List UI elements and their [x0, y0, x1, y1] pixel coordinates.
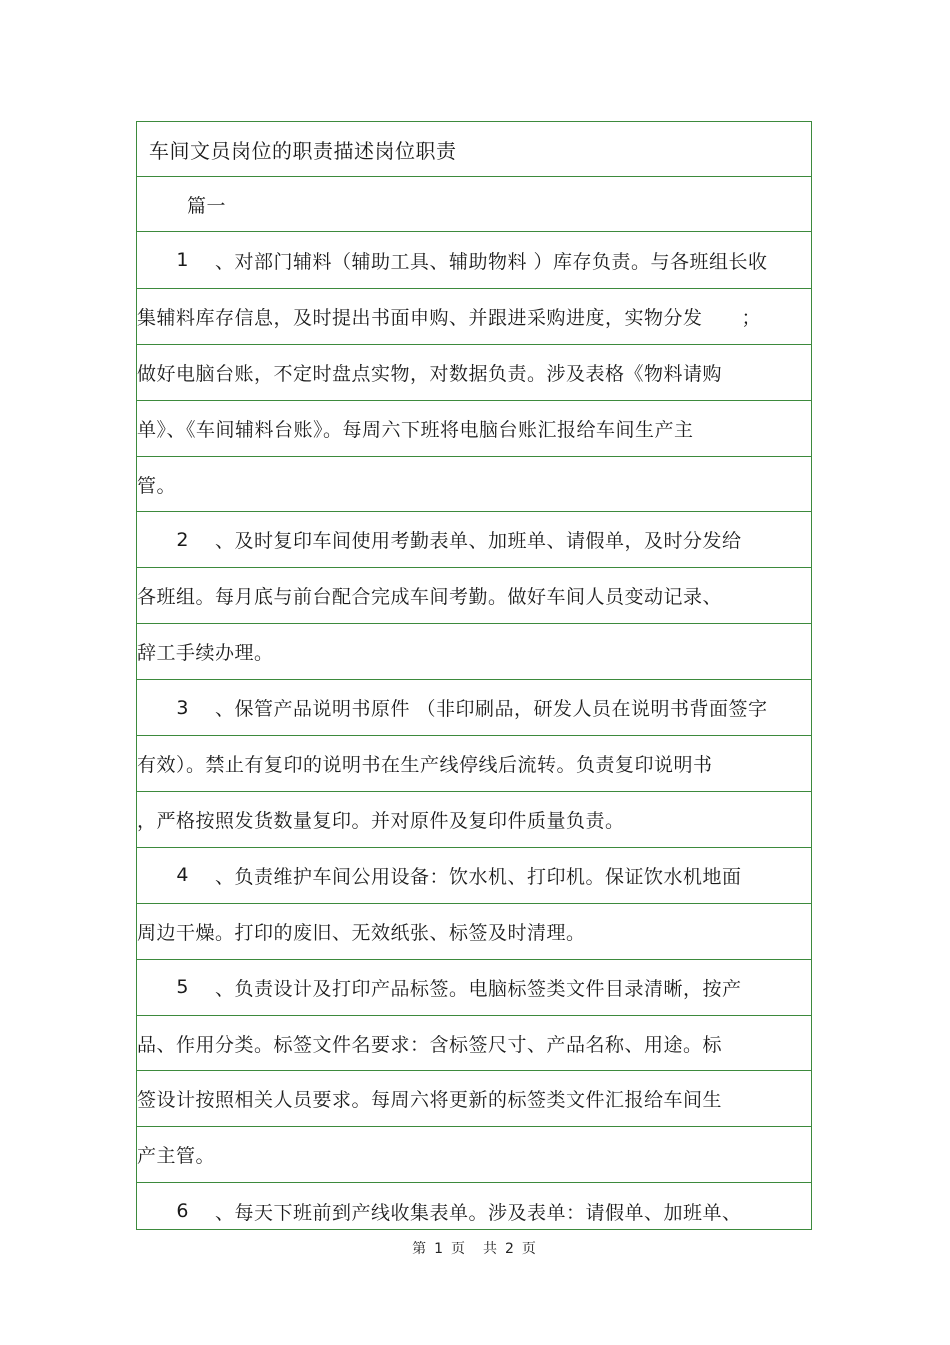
section-heading: 篇一 — [137, 177, 811, 232]
document-line — [137, 1183, 811, 1239]
document-line — [137, 289, 811, 345]
line-text: 、每天下班前到产线收集表单。涉及表单：请假单、加班单、 — [215, 1201, 742, 1224]
line-text: 单》、《车间辅料台账》。每周六下班将电脑台账汇报给车间生产主 — [137, 418, 694, 441]
line-text: 产主管。 — [137, 1145, 216, 1168]
line-text: 品、作用分类。标签文件名要求：含标签尺寸、产品名称、用途。标 — [137, 1033, 723, 1056]
line-text: 、保管产品说明书原件 （非印刷品，研发人员在说明书背面签字 — [215, 698, 768, 721]
footer-suffix: 页 — [521, 1241, 538, 1257]
document-line — [137, 345, 811, 401]
line-text: 、负责维护车间公用设备：饮水机、打印机。保证饮水机地面 — [215, 865, 742, 888]
document-title: 车间文员岗位的职责描述岗位职责 — [137, 122, 811, 177]
item-number: 2 — [176, 528, 189, 551]
document-line — [137, 513, 811, 569]
footer-page-number: 1 — [434, 1241, 445, 1257]
line-text: 各班组。每月底与前台配合完成车间考勤。做好车间人员变动记录、 — [137, 586, 723, 609]
document-line — [137, 904, 811, 960]
line-text: 辞工手续办理。 — [137, 642, 274, 665]
document-line — [137, 680, 811, 736]
document-line — [137, 624, 811, 680]
line-text: 、及时复印车间使用考勤表单、加班单、请假单，及时分发给 — [215, 530, 742, 553]
line-text: 签设计按照相关人员要求。每周六将更新的标签类文件汇报给车间生 — [137, 1089, 723, 1112]
document-line — [137, 736, 811, 792]
document-line — [137, 233, 811, 289]
document-table — [136, 121, 812, 1230]
item-number: 3 — [176, 696, 189, 719]
item-number: 4 — [176, 864, 189, 887]
item-number: 5 — [176, 976, 189, 999]
document-line — [137, 1072, 811, 1128]
line-text: 、对部门辅料（辅助工具、辅助物料 ）库存负责。与各班组长收 — [215, 250, 768, 273]
document-line — [137, 848, 811, 904]
document-line — [137, 1127, 811, 1183]
page-footer — [0, 1238, 950, 1258]
document-line — [137, 457, 811, 513]
line-text: 、负责设计及打印产品标签。电脑标签类文件目录清晰，按产 — [215, 977, 742, 1000]
document-line — [137, 401, 811, 457]
line-text: 集辅料库存信息，及时提出书面申购、并跟进采购进度，实物分发 ； — [137, 306, 762, 329]
footer-total-pages: 2 — [505, 1241, 516, 1257]
document-line — [137, 1016, 811, 1072]
line-text: 管。 — [137, 474, 177, 497]
document-line — [137, 960, 811, 1016]
document-line — [137, 568, 811, 624]
line-text: 周边干燥。打印的废旧、无效纸张、标签及时清理。 — [137, 921, 586, 944]
footer-prefix: 第 — [412, 1241, 429, 1257]
line-text: 做好电脑台账，不定时盘点实物，对数据负责。涉及表格《物料请购 — [137, 362, 723, 385]
item-number: 6 — [176, 1200, 189, 1223]
document-line — [137, 792, 811, 848]
line-text: 有效）。禁止有复印的说明书在生产线停线后流转。负责复印说明书 — [137, 754, 713, 777]
footer-middle: 页 共 — [451, 1241, 499, 1257]
line-text: ，严格按照发货数量复印。并对原件及复印件质量负责。 — [137, 809, 625, 832]
item-number: 1 — [176, 249, 189, 272]
